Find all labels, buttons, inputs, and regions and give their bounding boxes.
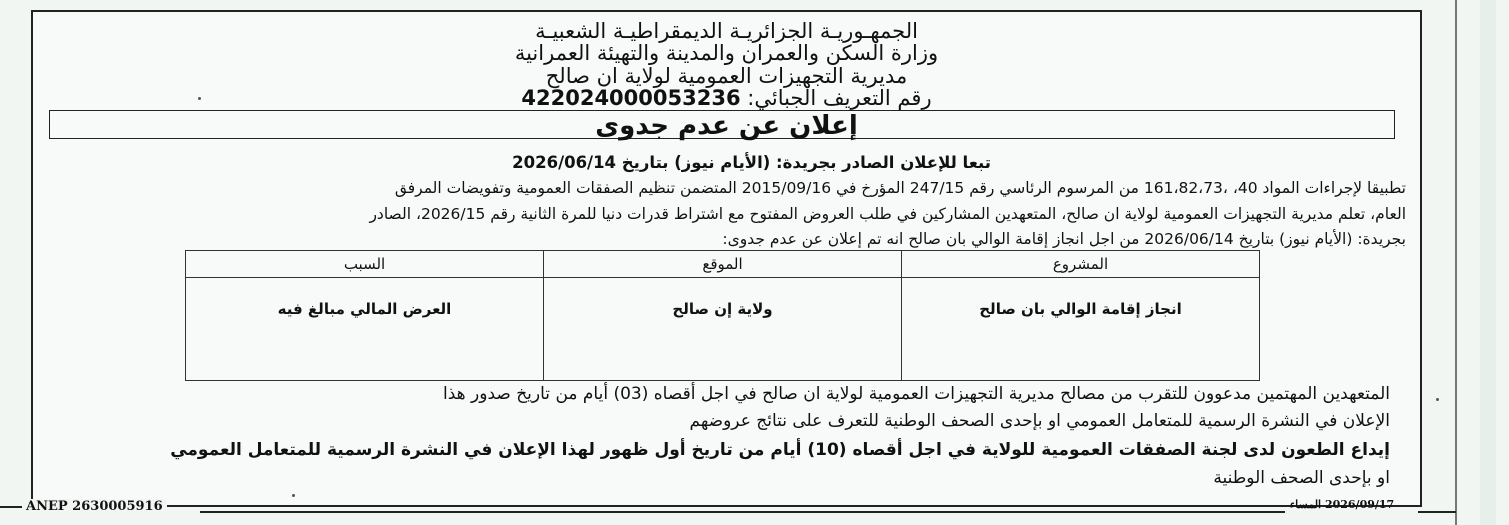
header-location: الموقع [544, 251, 902, 278]
publication-date: 2026/09/17 المساء [1290, 498, 1395, 511]
header-reason: السبب [186, 251, 544, 278]
body-line-4: او بإحدى الصحف الوطنية [1213, 468, 1390, 488]
paragraph-line-2: العام، تعلم مديرية التجهيزات العمومية لولاية ان صالح، المتعهدين المشاركين في طلب العروض المفتوح مع اشتراط قدرات دنيا للمرة الثانية رقم 2026/15، الصادر [369, 205, 1406, 223]
table-row [186, 278, 1260, 381]
header-republic: الجمهـوريـة الجزائريـة الديمقراطيـة الشعبيـة [535, 19, 918, 43]
body-line-3: إيداع الطعون لدى لجنة الصفقات العمومية للولاية في اجل أقصاه (10) أيام من تاريخ أول ظهور لهذا الإعلان في النشرة الرسمية للمتعامل العمومي [170, 440, 1390, 460]
header-tax-id [33, 87, 1420, 109]
cell-reason: العرض المالي مبالغ فيه [186, 278, 544, 381]
header-directorate: مديرية التجهيزات العمومية لولاية ان صالح [545, 64, 908, 88]
body-line-2: الإعلان في النشرة الرسمية للمتعامل العمومي او بإحدى الصحف الوطنية للتعرف على نتائج عروضهم [689, 411, 1390, 431]
footer-rule-right [1418, 511, 1456, 513]
scan-speck [1436, 398, 1439, 401]
cell-project: انجاز إقامة الوالي بان صالح [902, 278, 1260, 381]
header-project: المشروع [902, 251, 1260, 278]
header-ministry: وزارة السكن والعمران والمدينة والتهيئة العمرانية [514, 41, 939, 65]
cell-location: ولاية إن صالح [544, 278, 902, 381]
body-line-1: المتعهدين المهتمين مدعوون للتقرب من مصالح مديرية التجهيزات العمومية لولاية ان صالح في اجل أقصاه (03) أيام من تاريخ صدور هذا [443, 384, 1390, 404]
scan-speck [292, 494, 295, 497]
announcement-title: إعلان عن عدم جدوى [595, 111, 858, 141]
paragraph-line-1: تطبيقا لإجراءات المواد 40، ،161،82،73 من المرسوم الرئاسي رقم 247/15 المؤرخ في 2015/09/16 المتضمن تنظيم الصفقات العمومية وتفويضات المرفق [394, 179, 1406, 197]
tax-id-value: 422024000053236 [521, 86, 741, 110]
anep-reference: ANEP 2630005916 [22, 499, 167, 514]
right-border-line [1455, 0, 1457, 525]
footer-rule-middle [200, 511, 1285, 513]
intro-line: تبعا للإعلان الصادر بجريدة: (الأيام نيوز) بتاريخ 2026/06/14 [512, 153, 991, 172]
scan-speck [198, 97, 201, 100]
right-margin-strip [1480, 0, 1496, 525]
results-table [185, 250, 1260, 381]
announcement-frame [31, 10, 1422, 507]
paragraph-line-3: بجريدة: (الأيام نيوز) بتاريخ 2026/06/14 من اجل انجاز إقامة الوالي بان صالح انه تم إعلان عن عدم جدوى: [722, 230, 1406, 248]
table-header-row [186, 251, 1260, 278]
tax-id-label: رقم التعريف الجبائي: [747, 86, 932, 110]
